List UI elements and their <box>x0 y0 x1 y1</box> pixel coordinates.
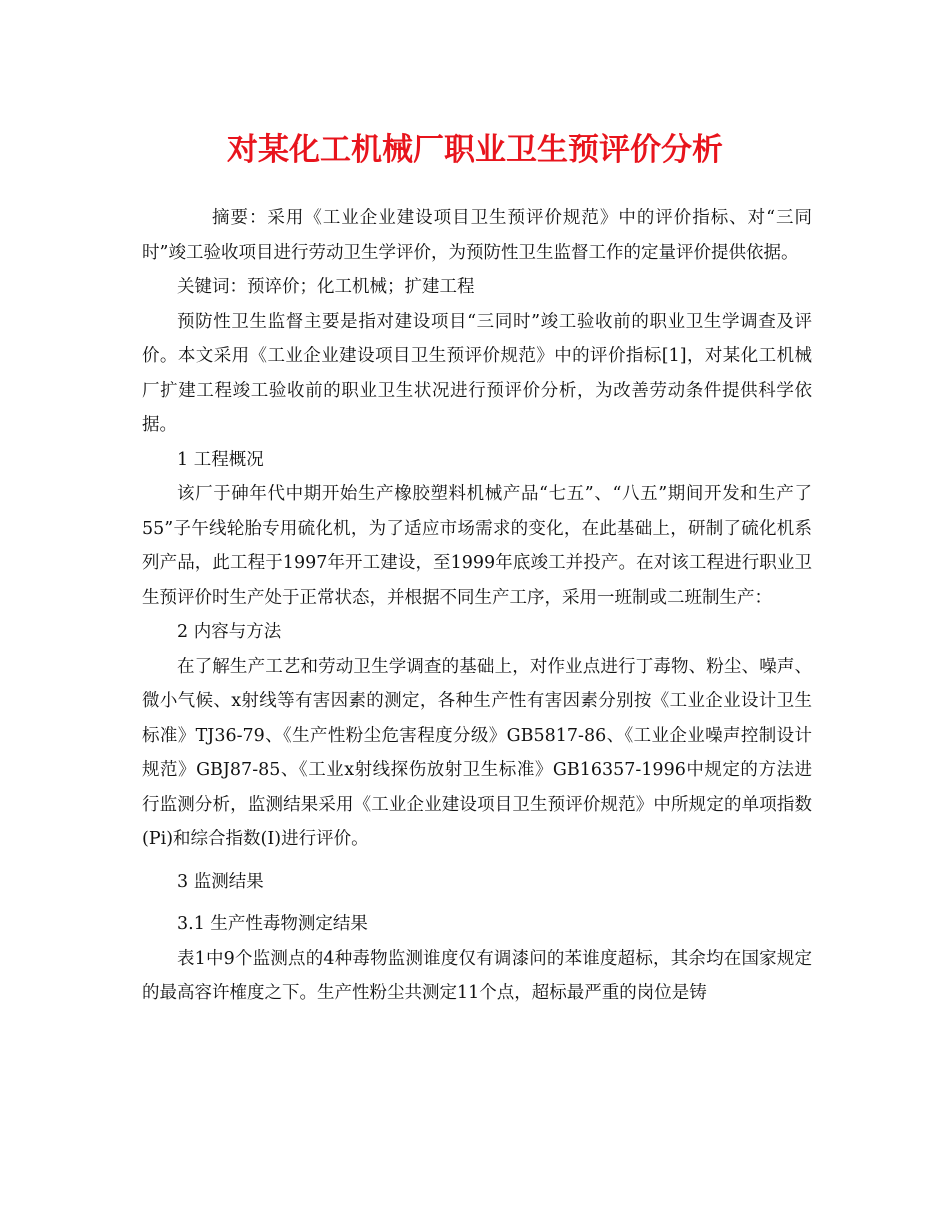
abstract-paragraph: 摘要：采用《工业企业建设项目卫生预评价规范》中的评价指标、对“三同时”竣工验收项目进行劳动卫生学评价，为预防性卫生监督工作的定量评价提供依据。 <box>142 208 812 263</box>
section-2-paragraph: 在了解生产工艺和劳动卫生学调查的基础上，对作业点进行丁毒物、粉尘、噪声、微小气候、x射线等有害因素的测定，各种生产性有害因素分别按《工业企业设计卫生标准》TJ36-79、《生产性粉尘危害程度分级》GB5817-86、《工业企业噪声控制设计规范》GBJ87-85、《工业x射线探伤放射卫生标准》GB16357-1996中规定的方法进行监测分析，监测结果采用《工业企业建设项目卫生预评价规范》中所规定的单项指数(Pi)和综合指数(I)进行评价。 <box>142 656 812 849</box>
intro-paragraph: 预防性卫生监督主要是指对建设项目“三同时”竣工验收前的职业卫生学调查及评价。本文采用《工业企业建设项目卫生预评价规范》中的评价指标[1]，对某化工机械厂扩建工程竣工验收前的职业卫生状况进行预评价分析，为改善劳动条件提供科学依据。 <box>142 311 812 435</box>
section-heading-3: 3 监测结果 <box>177 871 264 892</box>
section-heading-2: 2 内容与方法 <box>177 622 282 642</box>
section-heading-3-1: 3.1 生产性毒物测定结果 <box>177 914 368 934</box>
section-1-paragraph: 该厂于砷年代中期开始生产橡胶塑料机械产品“七五”、“八五”期间开发和生产了55”子午线轮胎专用硫化机，为了适应市场需求的变化，在此基础上，研制了硫化机系列产品，此工程于1997年开工建设，至1999年底竣工并投产。在对该工程进行职业卫生预评价时生产处于正常状态，并根据不同生产工序，采用一班制或二班制生产： <box>142 484 812 608</box>
section-3-1-paragraph: 表1中9个监测点的4种毒物监测谁度仅有调漆问的苯谁度超标，其余均在国家规定的最高容许榷度之下。生产性粉尘共测定11个点，超标最严重的岗位是铸 <box>142 948 812 1003</box>
section-heading-1: 1 工程概况 <box>177 449 264 470</box>
keywords-line: 关键词：预谇价；化工机械；扩建工程 <box>177 277 475 297</box>
document-body <box>142 201 812 1011</box>
document-title: 对某化工机械厂职业卫生预评价分析 <box>227 132 723 168</box>
